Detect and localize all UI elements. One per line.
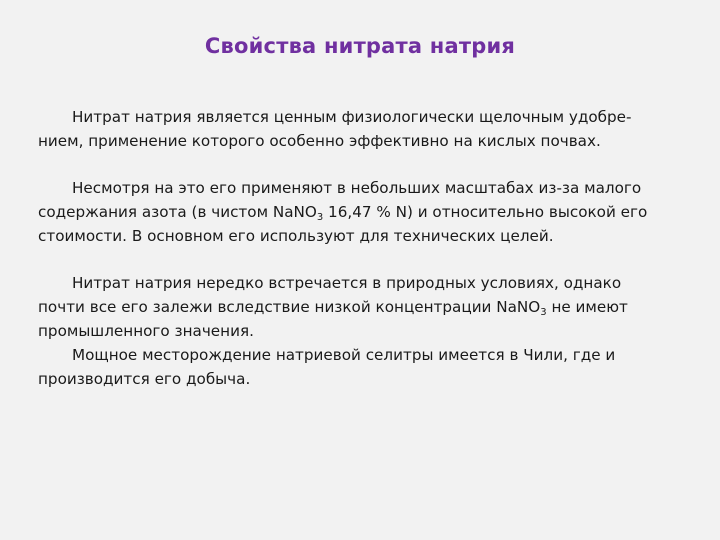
paragraph-fertilizer-value bbox=[38, 105, 678, 153]
paragraph-line: Несмотря на это его применяют в небольших масштабах из-за малого bbox=[72, 179, 642, 197]
slide-title: Свойства нитрата натрия bbox=[204, 34, 516, 58]
paragraph-line: Мощное месторождение натриевой селитры имеется в Чили, где и bbox=[72, 346, 616, 364]
paragraph-line: Нитрат натрия нередко встречается в природных условиях, однако bbox=[72, 274, 622, 292]
line-text-after-subscript: 16,47 % N) и относительно высокой его bbox=[323, 203, 648, 221]
paragraph-natural-occurrence bbox=[38, 271, 678, 343]
subscript: 3 bbox=[540, 307, 547, 318]
paragraph-gap bbox=[38, 248, 678, 271]
line-text-before-subscript: почти все его залежи вследствие низкой концентрации NaNO bbox=[38, 298, 541, 316]
paragraph-line: Нитрат натрия является ценным физиологически щелочным удобре- bbox=[72, 108, 632, 126]
paragraph-gap bbox=[38, 153, 678, 176]
paragraph-line: производится его добыча. bbox=[38, 370, 251, 388]
paragraph-line: стоимости. В основном его используют для технических целей. bbox=[38, 227, 554, 245]
subscript: 3 bbox=[316, 212, 324, 223]
line-text-before-subscript: содержания азота (в чистом NaNO bbox=[38, 203, 317, 221]
paragraph-chile-deposit bbox=[38, 343, 678, 391]
paragraph-limited-use bbox=[38, 176, 678, 248]
paragraph-line: промышленного значения. bbox=[38, 322, 254, 340]
paragraph-line bbox=[38, 295, 678, 319]
slide-body bbox=[38, 105, 678, 391]
paragraph-line: нием, применение которого особенно эффективно на кислых почвах. bbox=[38, 132, 601, 150]
paragraph-line bbox=[38, 200, 678, 224]
line-text-after-subscript: не имеют bbox=[546, 298, 628, 316]
